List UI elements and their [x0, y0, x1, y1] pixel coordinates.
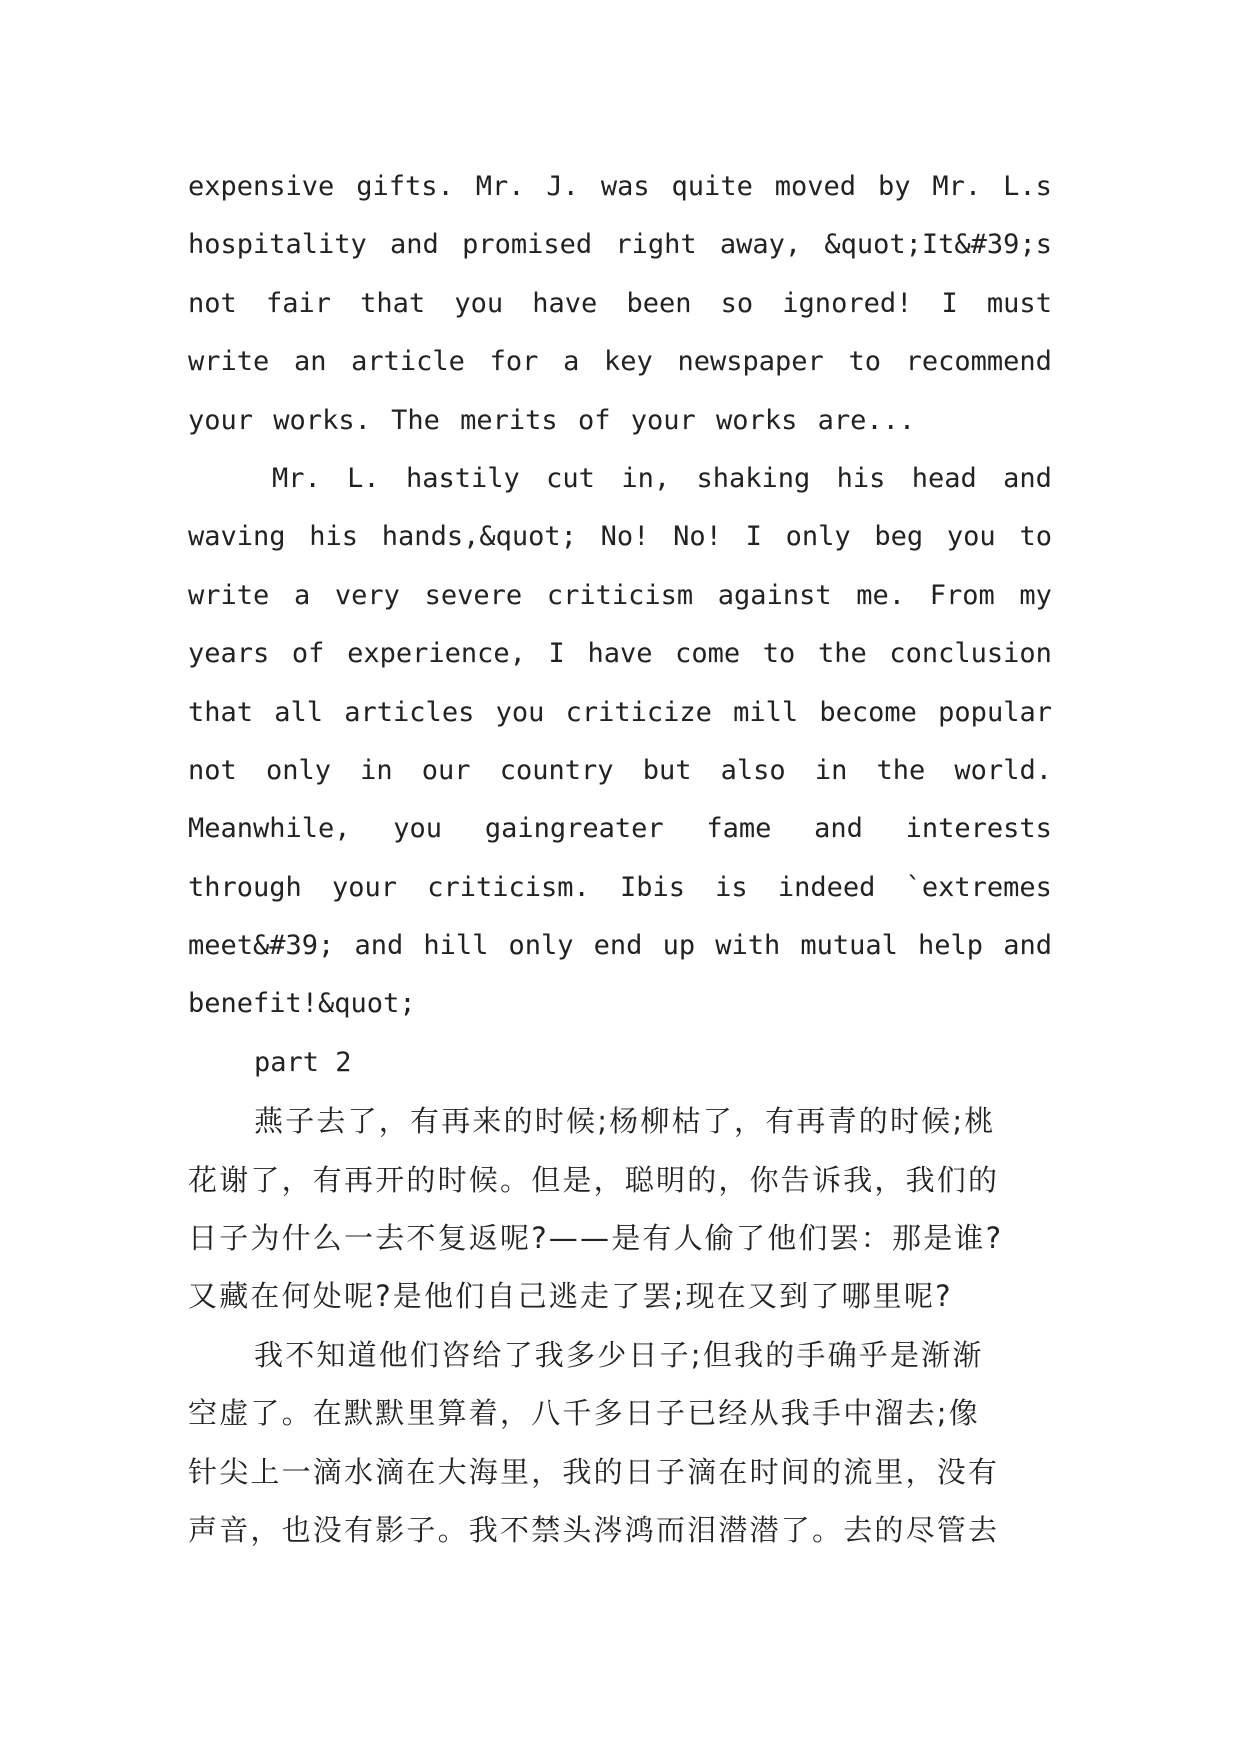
chinese-passage: [188, 1092, 1052, 1559]
word: key: [604, 346, 653, 378]
word: you: [454, 287, 504, 319]
word: conclusion: [889, 638, 1052, 670]
word: a: [563, 346, 580, 378]
word: your: [188, 404, 254, 436]
word: I: [941, 287, 958, 319]
word: newspaper: [677, 346, 824, 378]
word: our: [421, 754, 471, 786]
paragraph-first-line: 燕子去了，有再来的时候;杨柳枯了，有再青的时候;桃: [254, 1104, 996, 1139]
word: benefit!&quot;: [188, 988, 416, 1020]
word: must: [986, 287, 1052, 319]
word: fame: [706, 813, 772, 845]
text-line: 日子为什么一去不复返呢?——是有人偷了他们罢：那是谁?: [188, 1221, 1004, 1256]
word: only: [265, 754, 331, 786]
word: your: [331, 871, 398, 903]
text-line: [188, 275, 1052, 333]
word: &quot;It&#39;s: [824, 229, 1052, 261]
word: merits: [460, 404, 558, 436]
word: also: [720, 754, 786, 786]
word: in: [360, 754, 393, 786]
word: I: [745, 521, 762, 553]
word: hands,&quot;: [381, 521, 577, 553]
word: right: [615, 229, 697, 261]
word: cut: [546, 462, 595, 494]
word: article: [351, 346, 465, 378]
word: are...: [817, 404, 916, 436]
word: the: [876, 754, 926, 786]
word: Ibis: [619, 871, 685, 903]
word: and: [1003, 462, 1052, 494]
text-line: [188, 684, 1052, 742]
word: criticism.: [427, 871, 590, 903]
word: interests: [905, 813, 1052, 845]
word: for: [489, 346, 539, 378]
word: write: [188, 346, 270, 378]
word: criticism: [546, 579, 694, 611]
word: his: [309, 521, 359, 553]
word: away,: [719, 229, 802, 261]
text-line: [188, 625, 1052, 683]
word: popular: [938, 696, 1052, 728]
word: gifts.: [356, 171, 454, 202]
word: have: [532, 287, 598, 319]
word: that: [360, 287, 426, 319]
word: in: [814, 754, 848, 786]
word: From: [929, 579, 995, 611]
word: Mr.: [272, 462, 321, 494]
word: `extremes: [905, 871, 1052, 903]
word: you: [393, 813, 443, 845]
word: help: [918, 930, 984, 962]
word: No!: [673, 521, 722, 553]
word: against: [717, 579, 832, 611]
word: severe: [424, 579, 523, 611]
word: have: [587, 638, 653, 670]
section-label: part 2: [254, 1046, 352, 1078]
word: and: [1003, 930, 1052, 962]
word: his: [836, 462, 886, 494]
word: articles: [344, 696, 475, 728]
word: No!: [600, 521, 650, 553]
word: fair: [265, 287, 331, 319]
word: meet&#39;: [188, 930, 335, 962]
word: only: [785, 521, 851, 553]
text-line: [188, 392, 1052, 450]
word: recommend: [905, 346, 1052, 378]
word: not: [188, 287, 237, 319]
word: with: [715, 930, 781, 962]
word: expensive: [188, 171, 335, 202]
word: is: [715, 871, 748, 903]
word: you: [495, 696, 545, 728]
word: gaingreater: [484, 813, 664, 845]
word: come: [675, 638, 741, 670]
word: so: [720, 287, 754, 319]
word: years: [188, 638, 270, 670]
word: country: [499, 754, 614, 786]
text-line: [188, 567, 1052, 625]
text-line: [188, 333, 1052, 391]
word: mill: [733, 696, 799, 728]
text-line: [188, 859, 1052, 917]
text-line: [188, 742, 1052, 800]
word: J.: [546, 171, 579, 202]
word: was: [600, 171, 650, 202]
text-line: [188, 975, 1052, 1033]
word: beg: [874, 521, 924, 553]
word: mutual: [800, 930, 898, 962]
text-line: 又藏在何处呢?是他们自己逃走了罢;现在又到了哪里呢?: [188, 1279, 953, 1314]
word: I: [548, 638, 565, 670]
text-line: 花谢了，有再开的时候。但是，聪明的，你告诉我，我们的: [188, 1162, 1000, 1197]
word: promised: [462, 229, 593, 261]
word: to: [848, 346, 881, 378]
word: Mr.: [475, 171, 525, 202]
text-line: 针尖上一滴水滴在大海里，我的日子滴在时间的流里，没有: [188, 1454, 1000, 1489]
word: and: [390, 229, 439, 261]
document-page: [188, 158, 1052, 1559]
word: through: [188, 871, 302, 903]
word: a: [293, 579, 311, 611]
word: works.: [273, 404, 371, 436]
word: works: [716, 404, 798, 436]
word: hastily: [406, 462, 520, 494]
paragraph-first-line: [188, 450, 1052, 508]
word: waving: [188, 521, 286, 553]
word: L.: [347, 462, 380, 494]
word: hospitality: [188, 229, 367, 261]
word: and: [354, 930, 404, 962]
word: of: [291, 638, 325, 670]
word: been: [626, 287, 692, 319]
word: ignored!: [782, 287, 913, 319]
text-line: [188, 158, 1052, 216]
word: but: [642, 754, 692, 786]
word: The: [391, 404, 440, 436]
word: your: [630, 404, 696, 436]
word: up: [662, 930, 696, 962]
word: moved: [774, 171, 857, 202]
word: criticize: [565, 696, 712, 728]
word: become: [819, 696, 917, 728]
word: indeed: [777, 871, 876, 903]
word: you: [946, 521, 996, 553]
word: world.: [954, 754, 1052, 786]
word: not: [188, 754, 237, 786]
word: Mr.: [932, 171, 982, 202]
word: quite: [671, 171, 753, 202]
word: of: [577, 404, 611, 436]
word: me.: [856, 579, 906, 611]
text-line: [188, 508, 1052, 566]
word: hill: [423, 930, 489, 962]
word: by: [877, 171, 911, 202]
word: shaking: [696, 462, 811, 494]
word: end: [593, 930, 643, 962]
word: the: [817, 638, 867, 670]
word: experience,: [347, 638, 526, 670]
word: in,: [621, 462, 671, 494]
text-line: [188, 800, 1052, 858]
word: all: [274, 696, 324, 728]
word: to: [762, 638, 796, 670]
text-line: [188, 917, 1052, 975]
word: head: [911, 462, 977, 494]
word: that: [188, 696, 254, 728]
word: my: [1019, 579, 1052, 611]
word: L.s: [1003, 171, 1052, 202]
paragraph-first-line: 我不知道他们咨给了我多少日子;但我的手确乎是渐渐: [254, 1337, 984, 1372]
word: and: [814, 813, 863, 845]
text-line: [188, 216, 1052, 274]
word: write: [188, 579, 270, 611]
text-line: 声音，也没有影子。我不禁头涔鸿而泪潜潜了。去的尽管去: [188, 1512, 1000, 1547]
word: an: [293, 346, 327, 378]
word: Meanwhile,: [188, 813, 351, 845]
word: only: [508, 930, 574, 962]
text-line: 空虚了。在默默里算着，八千多日子已经从我手中溜去;像: [188, 1396, 980, 1431]
word: to: [1019, 521, 1052, 553]
word: very: [334, 579, 400, 611]
english-passage: [188, 158, 1052, 1034]
